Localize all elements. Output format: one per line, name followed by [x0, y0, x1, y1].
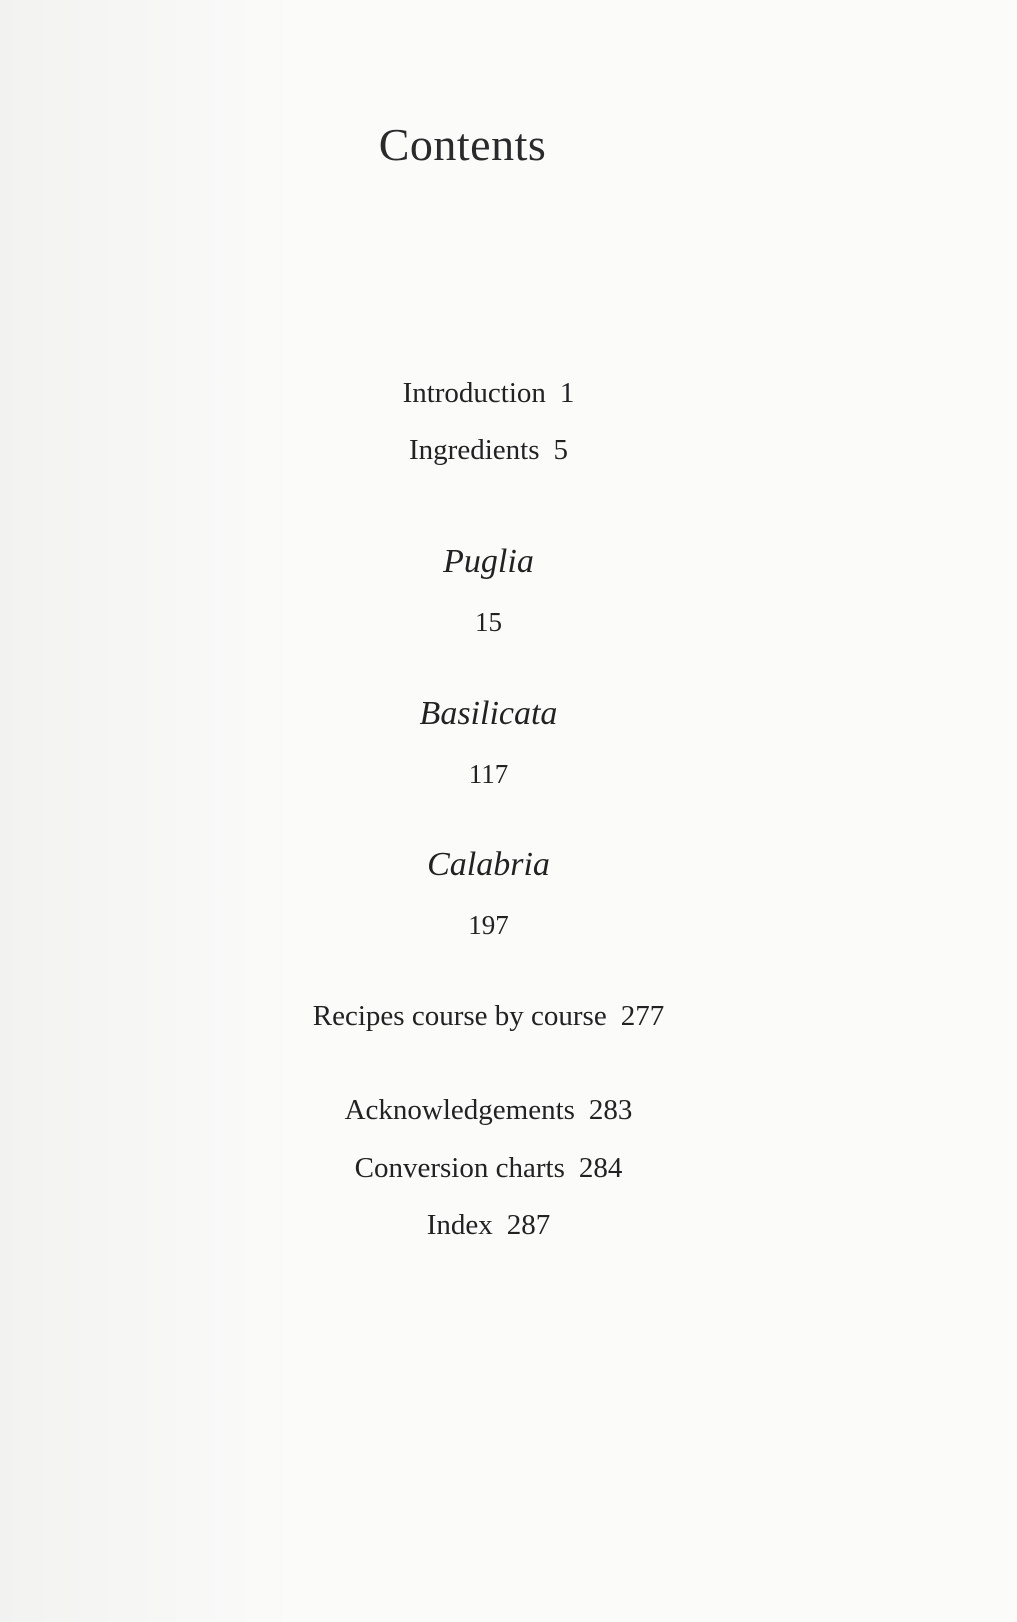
toc-entry-recipes-course-by-course[interactable]: [0, 1002, 997, 1031]
page-title: Contents: [378, 119, 547, 170]
toc-entry-page: 283: [588, 1094, 633, 1126]
toc-entry-page: 5: [553, 434, 568, 466]
region-page-puglia: 15: [475, 607, 502, 637]
toc-entry-label: Ingredients: [409, 434, 540, 466]
region-title-basilicata[interactable]: Basilicata: [419, 695, 558, 732]
region-title-puglia[interactable]: Puglia: [443, 543, 534, 580]
toc-entry-page: 287: [506, 1209, 551, 1241]
toc-entry-label: Acknowledgements: [344, 1094, 575, 1126]
toc-entry-ingredients[interactable]: [0, 436, 997, 465]
toc-entry-label: Recipes course by course: [312, 1000, 607, 1032]
toc-entry-page: 284: [578, 1152, 623, 1184]
toc-entry-page: 1: [559, 377, 575, 409]
region-page-basilicata: 117: [468, 759, 509, 789]
region-title-calabria[interactable]: Calabria: [427, 846, 550, 883]
toc-entry-conversion-charts[interactable]: [0, 1154, 997, 1183]
toc-entry-page: 277: [620, 1000, 665, 1032]
toc-entry-label: Conversion charts: [354, 1152, 565, 1184]
toc-entry-introduction[interactable]: [0, 379, 997, 408]
region-page-calabria: 197: [468, 910, 509, 940]
toc-entry-label: Index: [426, 1209, 493, 1241]
toc-entry-acknowledgements[interactable]: [0, 1096, 997, 1125]
toc-entry-index[interactable]: [0, 1211, 997, 1240]
page-shadow: [0, 0, 300, 1622]
toc-entry-label: Introduction: [402, 377, 546, 409]
